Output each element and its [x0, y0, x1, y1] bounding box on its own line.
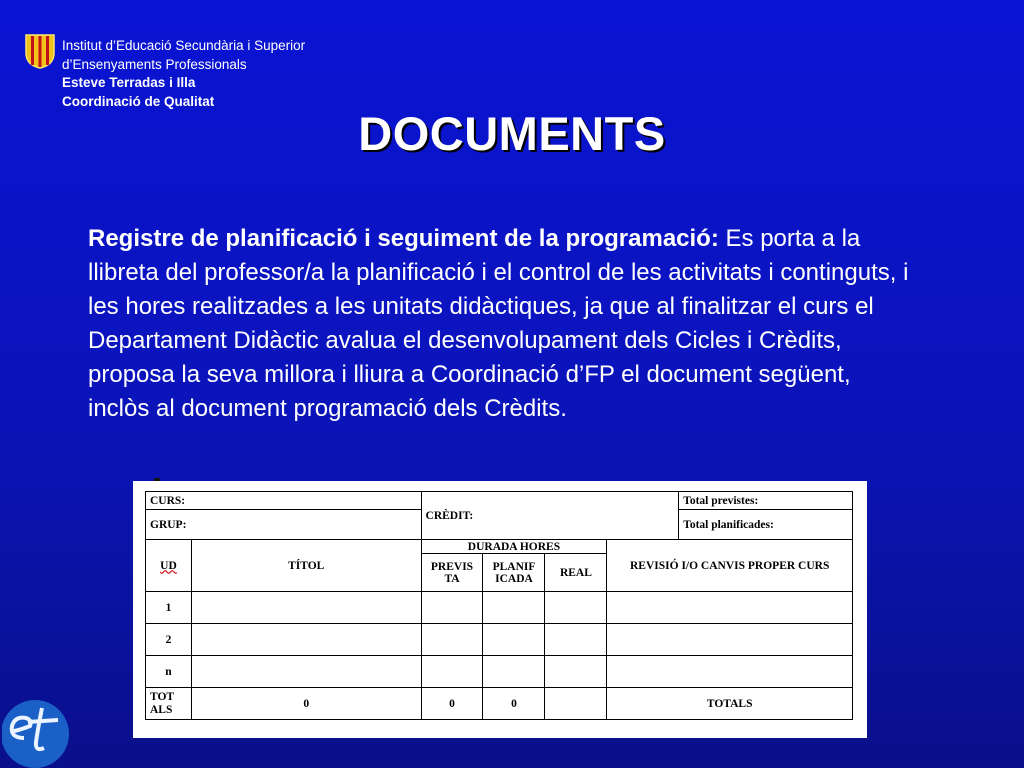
revisio-header [607, 540, 853, 592]
table-row [146, 624, 853, 656]
body-bold-lead: Registre de planificació i seguiment de la programació: [88, 225, 719, 252]
table-row [146, 592, 853, 624]
department-name: Coordinació de Qualitat [62, 93, 215, 109]
titol-header [191, 540, 421, 592]
body-paragraph [88, 222, 918, 426]
row-number-cell [146, 592, 192, 624]
institution-line-2: d’Ensenyaments Professionals [62, 56, 247, 72]
total-planificades-cell [679, 510, 853, 540]
durada-hores-label: DURADA HORES [467, 540, 561, 553]
body-text: Es porta a la llibreta del professor/a la planificació i el control de les activitats i continguts, i les hores realitzades a les unitats didàctiques, ja que al finalitzar el curs el Departament Didàctic avalua el desenvolupament dels Cicles i Crèdits, proposa la seva millora i lliura a Coordinació d’FP el document següent, inclòs al document programació dels Crèdits. [88, 225, 909, 422]
total-planificades-label: Total planificades: [683, 518, 774, 531]
grup-label-cell [146, 510, 422, 540]
prevista-label: PREVIS TA [430, 560, 474, 585]
catalan-shield-icon [24, 33, 56, 69]
planificada-header [483, 554, 545, 592]
revisio-label: REVISIÓ I/O CANVIS PROPER CURS [630, 559, 830, 572]
ud-label: UD [160, 559, 177, 572]
total-value: 0 [449, 697, 455, 710]
school-name: Esteve Terradas i Illa [62, 75, 196, 90]
totals-label-cell [146, 688, 192, 720]
totals-row [146, 688, 853, 720]
total-value: 0 [511, 697, 517, 710]
ud-header [146, 540, 192, 592]
et-logo-icon [2, 698, 72, 768]
institution-header [62, 37, 305, 111]
slide-title: DOCUMENTS [358, 107, 666, 160]
planning-table [145, 491, 853, 720]
durada-hores-header [421, 540, 607, 554]
real-header [545, 554, 607, 592]
credit-label: CRÈDIT: [425, 509, 474, 522]
row-number-cell [146, 624, 192, 656]
total-previstes-label: Total previstes: [683, 494, 759, 507]
row-number-cell [146, 656, 192, 688]
totals-text-cell [607, 688, 853, 720]
row-number: 2 [165, 633, 172, 646]
credit-label-cell [421, 492, 679, 540]
institution-line-1: Institut d’Educació Secundària i Superior [62, 38, 306, 53]
titol-label: TÍTOL [288, 559, 325, 572]
total-prevista-cell [421, 688, 483, 720]
curs-label: CURS: [150, 494, 186, 507]
total-value: 0 [303, 697, 310, 710]
totals-text: TOTALS [706, 697, 753, 710]
total-titol-cell [191, 688, 421, 720]
total-planificada-cell [483, 688, 545, 720]
total-previstes-cell [679, 492, 853, 510]
grup-label: GRUP: [150, 518, 187, 531]
prevista-header [421, 554, 483, 592]
totals-label: TOT ALS [150, 690, 175, 716]
row-number: n [165, 665, 172, 678]
row-number: 1 [165, 601, 172, 614]
real-label: REAL [559, 566, 592, 579]
planificada-label: PLANIF ICADA [492, 560, 536, 585]
planning-form-document [133, 481, 867, 738]
table-row [146, 656, 853, 688]
curs-label-cell [146, 492, 422, 510]
